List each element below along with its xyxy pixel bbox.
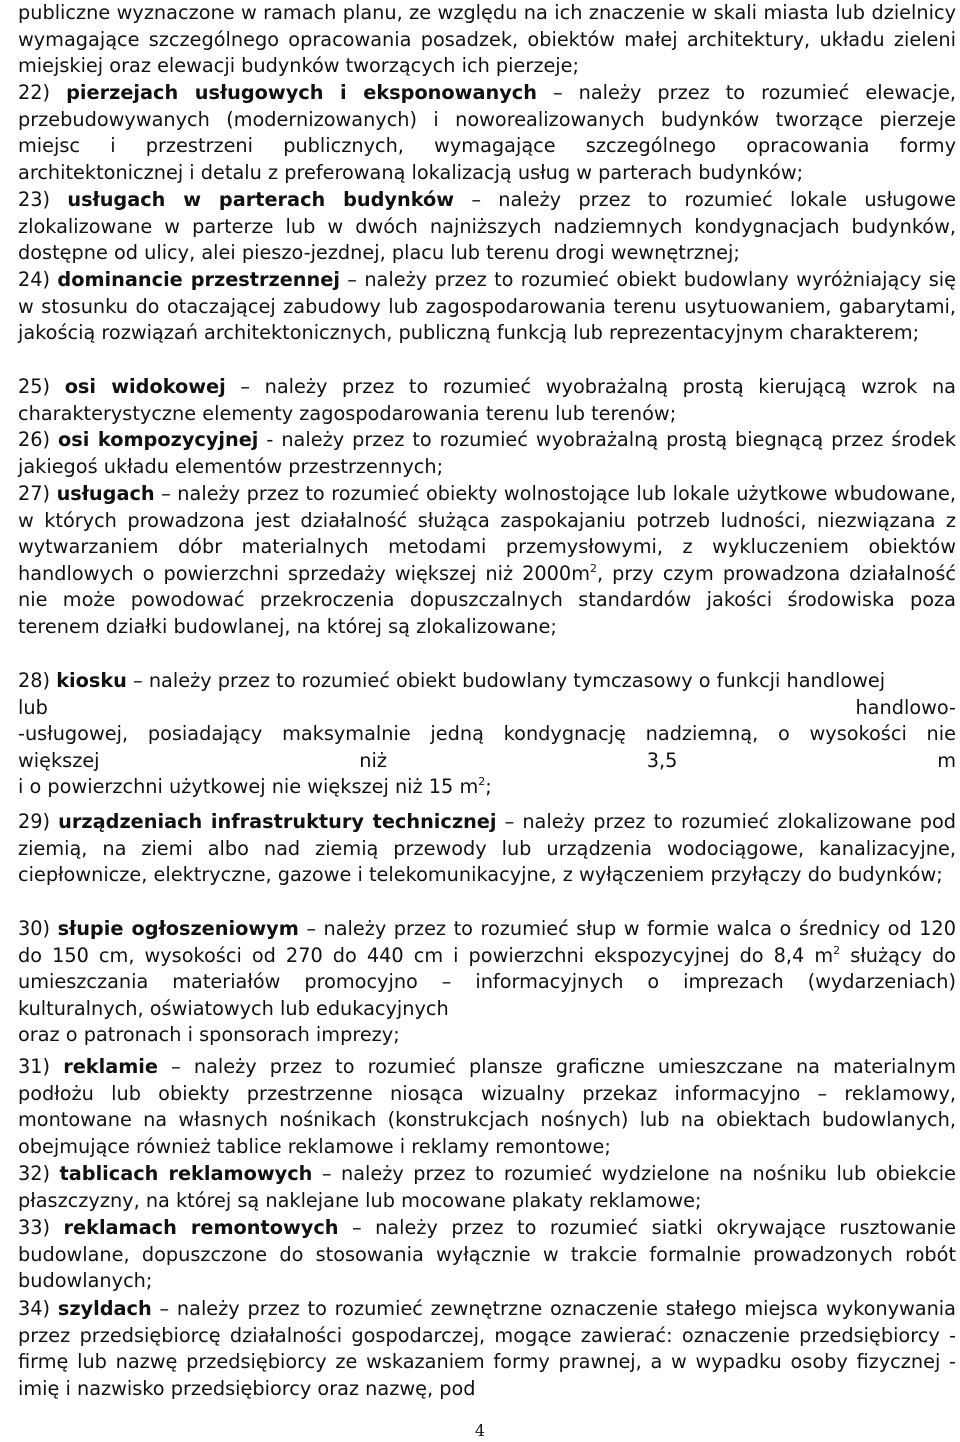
item-term: urządzeniach infrastruktury technicznej <box>58 810 497 833</box>
item-term: dominancie przestrzennej <box>57 268 340 291</box>
item-number: 33) <box>18 1216 51 1239</box>
item-definition: należy przez to rozumieć obiekt budowlany tymczasowy o funkcji handlowej <box>148 669 886 692</box>
definition-item-28 <box>18 668 956 801</box>
item-term: reklamach remontowych <box>63 1216 339 1239</box>
definition-item-33 <box>18 1215 956 1295</box>
item-definition: należy przez to rozumieć plansze graficzne umieszczane na materialnym podłożu lub obiekty przestrzenne niosąca wizualny przekaz informacyjno – reklamowy, montowane na własnych nośnikach (konstrukcjach nośnych) lub na obiektach budowlanych, obejmujące również tablice reklamowe i reklamy remontowe; <box>18 1055 956 1158</box>
definition-item-29 <box>18 809 956 889</box>
definition-item-22 <box>18 80 956 186</box>
item-definition-cont: służący do umieszczania materiałów promocyjno – informacyjnych o imprezach (wydarzeniach) kulturalnych, oświatowych lub edukacyjnych <box>18 943 956 1020</box>
item-definition: należy przez to rozumieć wyobrażalną prostą biegnącą przez środek jakiegoś układu elementów przestrzennych; <box>18 428 957 478</box>
item-definition: należy przez to rozumieć wydzielone na nośniku lub obiekcie płaszczyzny, na której są naklejane lub mocowane plakaty reklamowe; <box>18 1162 956 1212</box>
definition-item-32 <box>18 1161 956 1214</box>
item-separator: – <box>496 810 523 833</box>
item-last-line-end: ; <box>485 775 492 799</box>
item-separator: – <box>158 1055 194 1078</box>
item-term: tablicach reklamowych <box>59 1162 313 1185</box>
item-separator: – <box>151 1297 177 1320</box>
superscript: 2 <box>478 775 486 789</box>
item-number: 31) <box>18 1055 51 1078</box>
intro-text: publiczne wyznaczone w ramach planu, ze względu na ich znaczenie w skali miasta lub dzielnicy wymagające szczególnego opracowania posadzek, obiektów małej architektury, układu zieleni miejskiej oraz elewacji budynków tworzących ich pierzeje; <box>18 1 956 78</box>
item-term: osi kompozycyjnej <box>58 428 259 451</box>
item-definition: należy przez to rozumieć elewacje, przebudowywanych (modernizowanych) i noworealizowanych budynków tworzące pierzeje miejsc i przestrzeni publicznych, wymagające szczególnego opracowania formy architektonicznej i detalu z preferowaną lokalizacją usług w parterach budynków; <box>18 81 956 184</box>
item-separator: – <box>126 669 149 692</box>
intro-paragraph <box>18 0 956 80</box>
item-line: większej niż 3,5 m <box>18 748 956 772</box>
item-term: usługach <box>56 482 155 505</box>
item-last-line: oraz o patronach i sponsorach imprezy; <box>18 1023 400 1047</box>
item-definition-cont: , przy czym prowadzona działalność nie może powodować przekroczenia dopuszczalnych standardów jakości środowiska poza terenem działki budowlanej, na której są zlokalizowane; <box>18 561 957 638</box>
item-separator: – <box>298 917 324 940</box>
item-number: 26) <box>18 428 51 451</box>
definition-item-31 <box>18 1054 956 1160</box>
definition-item-24 <box>18 267 956 347</box>
definition-item-30 <box>18 916 956 1049</box>
item-line: lub handlowo- <box>18 695 956 719</box>
item-separator: – <box>338 1216 376 1239</box>
item-term: usługach w parterach budynków <box>67 188 455 211</box>
item-definition: należy przez to rozumieć siatki okrywające rusztowanie budowlane, dopuszczone do stosowania wyłącznie w trakcie formalnie prowadzonych robót budowlanych; <box>18 1216 956 1293</box>
item-number: 34) <box>18 1297 51 1320</box>
item-separator: – <box>536 81 579 104</box>
item-definition: należy przez to rozumieć wyobrażalną prostą kierującą wzrok na charakterystyczne elementy zagospodarowania terenu lub terenów; <box>18 375 956 425</box>
item-term: słupie ogłoszeniowym <box>57 917 299 940</box>
item-definition: należy przez to rozumieć zewnętrzne oznaczenie stałego miejsca wykonywania przez przedsiębiorcę działalności gospodarczej, mogące zawierać: oznaczenie przedsiębiorcy - firmę lub nazwę przedsiębiorcy ze wskazaniem formy prawnej, a w wypadku osoby fizycznej - imię i nazwisko przedsiębiorcy oraz nazwę, pod <box>18 1297 956 1400</box>
definition-item-26 <box>18 427 956 480</box>
item-term: reklamie <box>63 1055 158 1078</box>
item-definition: należy przez to rozumieć słup w formie walca o średnicy od 120 do 150 cm, wysokości od 270 do 440 cm i powierzchni ekspozycyjnej do 8,4 m <box>18 917 956 967</box>
item-last-line: i o powierzchni użytkowej nie większej niż 15 m <box>18 775 479 799</box>
definition-item-27 <box>18 481 956 641</box>
item-line: -usługowej, posiadający maksymalnie jedną kondygnację nadziemną, o wysokości nie <box>18 722 956 746</box>
item-term: pierzejach usługowych i eksponowanych <box>66 81 537 104</box>
page-number: 4 <box>474 1421 486 1440</box>
item-number: 32) <box>18 1162 51 1185</box>
item-term: kiosku <box>56 669 127 692</box>
item-definition: należy przez to rozumieć obiekty wolnostojące lub lokale użytkowe wbudowane, w których prowadzona jest działalność służąca zaspokajaniu potrzeb ludności, niezwiązana z wytwarzaniem dóbr materialnych metodami przemysłowymi, z wykluczeniem obiektów handlowych o powierzchni sprzedaży większej niż 2000m <box>18 482 956 585</box>
item-separator: – <box>339 268 365 291</box>
superscript: 2 <box>833 943 841 957</box>
item-term: osi widokowej <box>64 375 226 398</box>
item-separator: – <box>225 375 265 398</box>
item-number: 24) <box>18 268 51 291</box>
item-definition: należy przez to rozumieć zlokalizowane pod ziemią, na ziemi albo nad ziemią przewody lub urządzenia wodociągowe, kanalizacyjne, ciepłownicze, elektryczne, gazowe i telekomunikacyjne, z wyłączeniem przyłączy do budynków; <box>18 810 956 887</box>
item-number: 29) <box>18 810 51 833</box>
definition-item-25 <box>18 374 956 427</box>
item-separator: – <box>154 482 178 505</box>
item-separator: - <box>258 428 282 451</box>
superscript: 2 <box>589 561 597 575</box>
definition-item-34 <box>18 1296 956 1402</box>
item-definition: należy przez to rozumieć obiekt budowlany wyróżniający się w stosunku do otaczającej zabudowy lub zagospodarowania terenu usytuowaniem, gabarytami, jakością rozwiązań architektonicznych, publiczną funkcją lub reprezentacyjnym charakterem; <box>18 268 956 345</box>
item-definition: należy przez to rozumieć lokale usługowe zlokalizowane w parterze lub w dwóch najniższych nadziemnych kondygnacjach budynków, dostępne od ulicy, alei pieszo-jezdnej, placu lub terenu drogi wewnętrznej; <box>18 188 956 265</box>
item-number: 25) <box>18 375 51 398</box>
item-term: szyldach <box>57 1297 152 1320</box>
item-number: 22) <box>18 81 51 104</box>
item-number: 27) <box>18 482 51 505</box>
item-number: 30) <box>18 917 51 940</box>
item-separator: – <box>312 1162 341 1185</box>
item-number: 23) <box>18 188 51 211</box>
definition-item-23 <box>18 187 956 267</box>
item-separator: – <box>454 188 499 211</box>
item-number: 28) <box>18 669 51 692</box>
